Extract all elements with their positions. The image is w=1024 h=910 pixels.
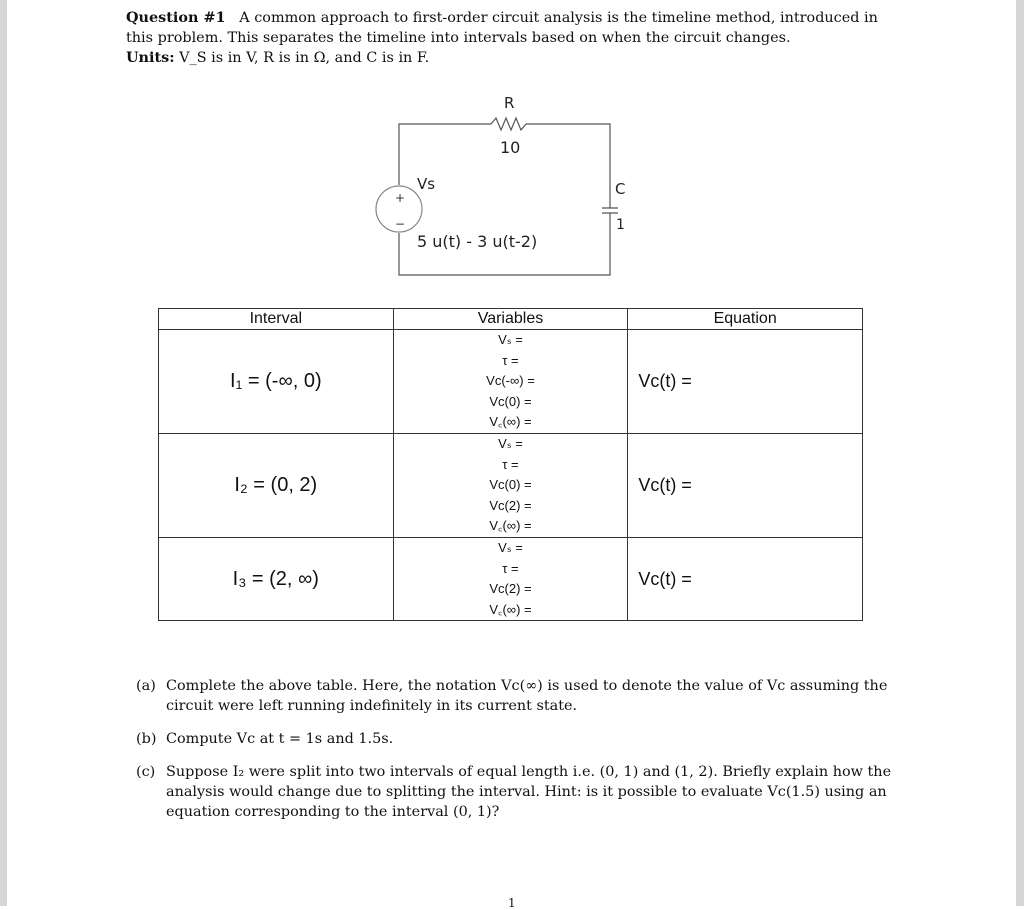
- variable-line: Vₛ =: [498, 332, 523, 348]
- source-expression: 5 u(t) - 3 u(t-2): [417, 232, 538, 251]
- table-row: [159, 538, 863, 621]
- capacitor-symbol: [602, 208, 618, 213]
- table-header-row: [159, 309, 863, 330]
- part-label: (a): [136, 678, 156, 694]
- wire-top-left: [399, 124, 491, 185]
- variable-line: Vc(0) =: [489, 393, 532, 409]
- resistor-label: R: [504, 94, 515, 112]
- wire-top-right: [526, 124, 610, 208]
- source-minus: −: [395, 217, 406, 231]
- equation-cell: Vc(t) =: [628, 538, 863, 621]
- variable-line: τ =: [502, 352, 519, 368]
- viewer-right-margin: [1016, 0, 1024, 906]
- question-heading: Question #1: [126, 9, 226, 26]
- resistor-symbol: [491, 118, 526, 130]
- units-text: V_S is in V, R is in Ω, and C is in F.: [179, 50, 430, 66]
- variable-line: Vₛ =: [498, 436, 523, 452]
- variable-line: V꜀(∞) =: [489, 518, 532, 534]
- variable-line: Vc(-∞) =: [486, 373, 535, 389]
- header-interval: Interval: [159, 309, 394, 330]
- page-number: 1: [508, 896, 516, 910]
- capacitor-label: C: [615, 180, 626, 198]
- circuit-diagram: [370, 90, 630, 290]
- variable-line: τ =: [502, 560, 519, 576]
- question-text: A common approach to first-order circuit analysis is the timeline method, introduced in this problem. This separates the timeline into intervals based on when the circuit changes.: [126, 10, 878, 46]
- part-b: [136, 729, 900, 749]
- question-intro: [126, 8, 902, 68]
- variables-cell: [393, 434, 628, 538]
- variable-line: Vₛ =: [498, 540, 523, 555]
- part-c: [136, 762, 900, 822]
- source-plus: +: [395, 191, 406, 205]
- part-text: Complete the above table. Here, the notation Vc(∞) is used to denote the value of Vc assuming the circuit were left running indefinitely in its current state.: [166, 678, 888, 714]
- variables-cell: [393, 330, 628, 434]
- variable-line: V꜀(∞) =: [489, 414, 532, 430]
- header-variables: Variables: [393, 309, 628, 330]
- question-parts: [136, 676, 900, 835]
- header-equation: Equation: [628, 309, 863, 330]
- interval-cell: I₃ = (2, ∞): [159, 538, 394, 621]
- source-label: Vs: [417, 175, 436, 193]
- interval-cell: I₂ = (0, 2): [159, 434, 394, 538]
- equation-cell: Vc(t) =: [628, 330, 863, 434]
- timeline-table: [158, 308, 863, 621]
- variables-cell: [393, 538, 628, 621]
- equation-cell: Vc(t) =: [628, 434, 863, 538]
- part-a: [136, 676, 900, 716]
- variable-line: Vc(2) =: [489, 497, 532, 513]
- variable-line: V꜀(∞) =: [489, 601, 532, 617]
- table-row: [159, 330, 863, 434]
- units-label: Units:: [126, 49, 175, 66]
- capacitor-value: 1: [616, 217, 625, 233]
- viewer-left-margin: [0, 0, 7, 906]
- table-row: [159, 434, 863, 538]
- part-label: (c): [136, 764, 156, 780]
- part-text: Suppose I₂ were split into two intervals of equal length i.e. (0, 1) and (1, 2). Briefly explain how the analysis would change due to splitting the interval. Hint: is it possible to evaluate Vc(1.5) using an equation corresponding to the interval (0, 1)?: [166, 764, 892, 820]
- variable-line: τ =: [502, 456, 519, 472]
- interval-cell: I₁ = (-∞, 0): [159, 330, 394, 434]
- variable-line: Vc(0) =: [489, 477, 532, 493]
- resistor-value: 10: [500, 138, 521, 157]
- variable-line: Vc(2) =: [489, 581, 532, 597]
- part-text: Compute Vc at t = 1s and 1.5s.: [166, 731, 394, 747]
- part-label: (b): [136, 731, 157, 747]
